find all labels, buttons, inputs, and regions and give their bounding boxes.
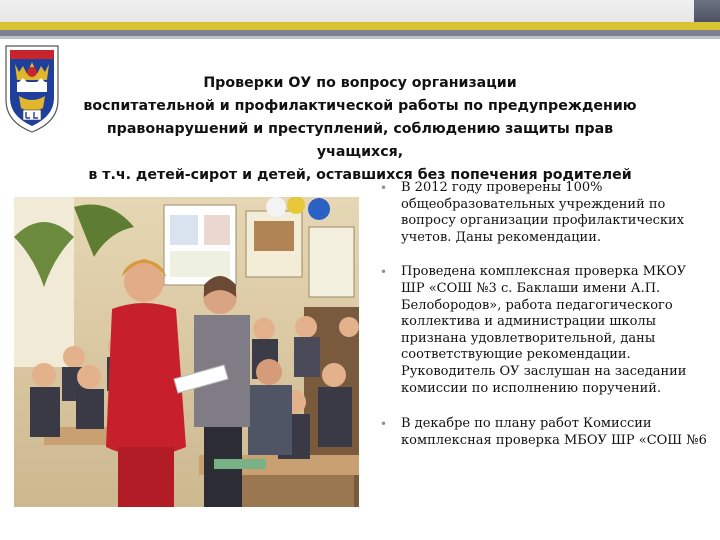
bullet-item bbox=[370, 264, 710, 397]
title-line-4: в т.ч. детей-сирот и детей, оставшихся без попечения родителей bbox=[88, 167, 632, 183]
bullet-dot-icon: • bbox=[380, 417, 388, 432]
header-corner-block bbox=[694, 0, 720, 22]
bullet-text: В 2012 году проверены 100% общеобразовательных учреждений по вопросу организации профилактических учетов. Даны рекомендации. bbox=[401, 180, 685, 245]
title-line-3: правонарушений и преступлений, соблюдению защиты прав учащихся, bbox=[106, 121, 614, 160]
title-line-1: Проверки ОУ по вопросу организации bbox=[203, 75, 517, 91]
bullet-list bbox=[370, 180, 710, 467]
bullet-item bbox=[370, 416, 710, 449]
title-line-2: воспитательной и профилактической работы по предупреждению bbox=[83, 98, 637, 114]
page-title bbox=[62, 72, 658, 187]
header-band bbox=[0, 0, 720, 22]
classroom-photo bbox=[14, 197, 359, 507]
accent-stripe-yellow bbox=[0, 22, 720, 30]
bullet-item bbox=[370, 180, 710, 246]
bullet-dot-icon: • bbox=[380, 265, 388, 280]
accent-stripe-light bbox=[0, 36, 720, 39]
bullet-dot-icon: • bbox=[380, 181, 388, 195]
coat-of-arms-logo bbox=[1, 42, 63, 134]
bullet-text: В декабре по плану работ Комиссии комплексная проверка МБОУ ШР «СОШ №6 bbox=[401, 416, 707, 448]
bullet-text: Проведена комплексная проверка МКОУ ШР «СОШ №3 с. Баклаши имени А.П. Белобородов», работа педагогического коллектива и администрации школы признана удовлетворительной, даны соответствующие рекомендации. Руководитель ОУ заслушан на заседании комиссии по исполнению поручений. bbox=[401, 264, 687, 396]
